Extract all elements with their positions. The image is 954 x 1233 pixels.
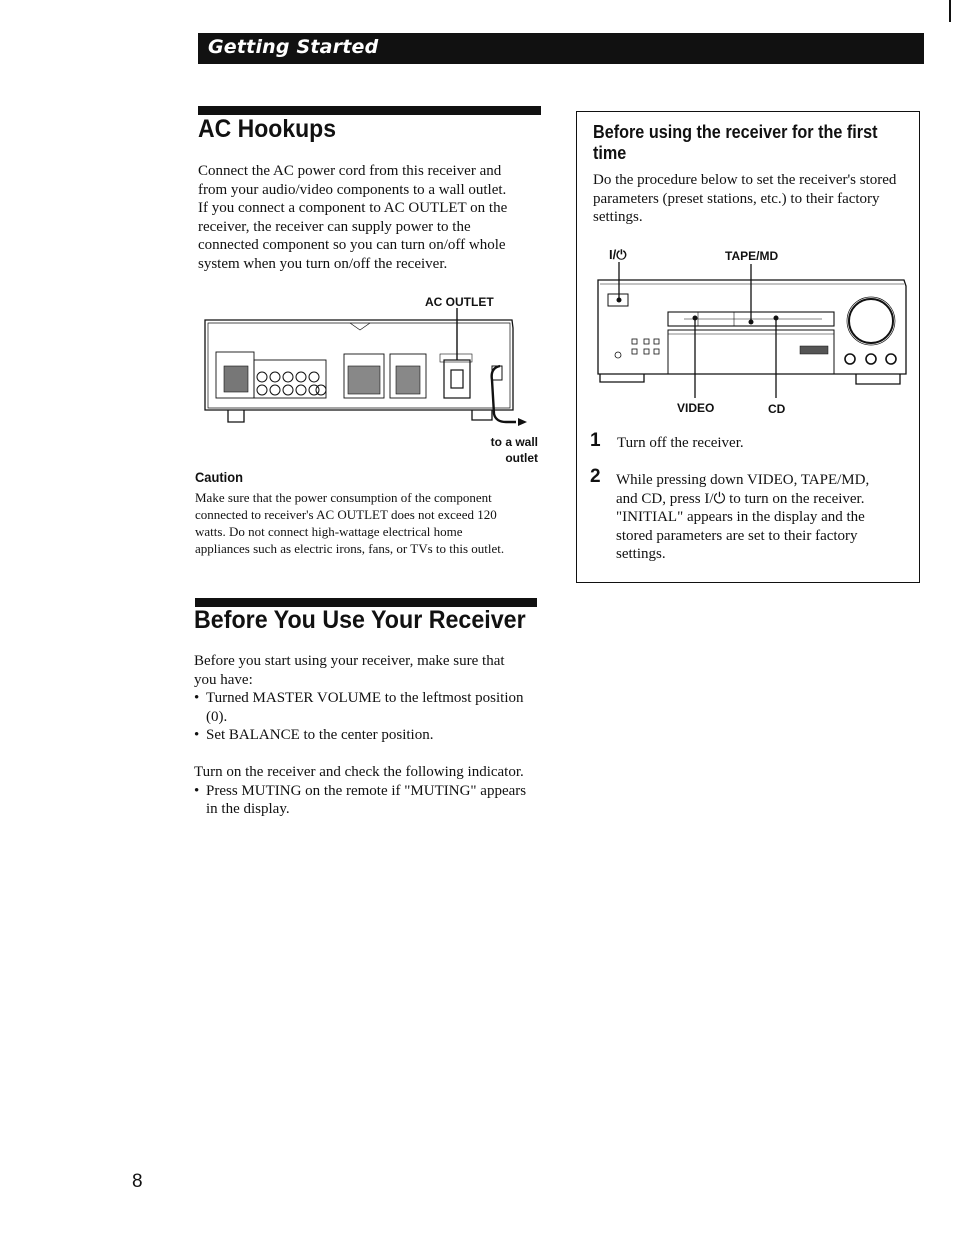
text-line: • Press MUTING on the remote if "MUTING" appears xyxy=(206,782,527,799)
text-line: and CD, press I/⏻ to turn on the receiver. xyxy=(616,490,865,507)
section-title: Getting Started xyxy=(208,36,379,58)
text-line: receiver, the receiver can supply power to the xyxy=(198,218,471,235)
text-line: connected to receiver's AC OUTLET does not exceed 120 xyxy=(195,507,497,522)
label-line: to a wall xyxy=(490,435,538,449)
text-line: Connect the AC power cord from this receiver and xyxy=(198,163,502,179)
text-line: • Turned MASTER VOLUME to the leftmost position xyxy=(206,690,524,707)
list-item xyxy=(194,726,539,745)
page-edge-mark xyxy=(949,0,951,22)
text-line: "INITIAL" appears in the display and the xyxy=(616,509,865,526)
page-number: 8 xyxy=(132,1171,143,1192)
text-line: Make sure that the power consumption of the component xyxy=(195,490,492,505)
before-use-title: Before You Use Your Receiver xyxy=(194,606,526,634)
text-line: in the display. xyxy=(206,801,290,818)
text-line: • Set BALANCE to the center position. xyxy=(206,727,434,744)
step-number: 1 xyxy=(590,430,601,451)
text-line: watts. Do not connect high-wattage electrical home xyxy=(195,524,463,539)
text-line: parameters (preset stations, etc.) to their factory xyxy=(593,190,880,207)
text-line: connected component so you can turn on/off whole xyxy=(198,237,506,254)
step-text xyxy=(617,434,917,453)
step-number: 2 xyxy=(590,466,601,487)
before-use-content xyxy=(194,652,539,819)
list-item xyxy=(194,689,539,726)
text-line: Turn on the receiver and check the following indicator. xyxy=(194,763,524,780)
title-line: time xyxy=(593,143,627,163)
section-header-bar xyxy=(198,33,924,64)
text-line: Before you start using your receiver, make sure that xyxy=(194,653,505,669)
text-line: settings. xyxy=(616,546,666,563)
ac-outlet-label: AC OUTLET xyxy=(425,295,494,309)
ac-hookups-paragraph xyxy=(198,162,543,274)
text-line: Turn off the receiver. xyxy=(617,435,744,451)
heading-rule xyxy=(198,106,541,115)
caution-heading: Caution xyxy=(195,469,243,485)
text-line: from your audio/video components to a wall outlet. xyxy=(198,181,507,198)
text-line: (0). xyxy=(206,708,228,725)
video-label: VIDEO xyxy=(677,401,715,415)
receiver-front-panel-illustration xyxy=(594,262,910,398)
text-line: you have: xyxy=(194,671,253,688)
text-line: appliances such as electric irons, fans, or TVs to this outlet. xyxy=(195,541,505,556)
wall-outlet-label xyxy=(486,434,538,466)
step-text xyxy=(616,471,916,564)
text-line: While pressing down VIDEO, TAPE/MD, xyxy=(616,472,870,488)
title-line: Before using the receiver for the first xyxy=(593,122,878,142)
power-label: I/⏻ xyxy=(609,247,627,262)
label-line: outlet xyxy=(505,451,538,465)
reset-box-intro xyxy=(593,171,918,227)
caution-text xyxy=(195,489,540,557)
text-line: If you connect a component to AC OUTLET on the xyxy=(198,200,508,217)
text-line: system when you turn on/off the receiver. xyxy=(198,255,448,272)
text-line: Do the procedure below to set the receiver's stored xyxy=(593,172,897,188)
ac-hookups-title: AC Hookups xyxy=(198,115,336,143)
tape-md-label: TAPE/MD xyxy=(725,249,779,263)
list-item xyxy=(194,782,539,819)
reset-box-title xyxy=(593,122,899,164)
receiver-rear-panel-illustration xyxy=(200,308,545,432)
text-line: settings. xyxy=(593,209,643,226)
text-line: stored parameters are set to their factory xyxy=(616,527,858,544)
cd-label: CD xyxy=(768,402,786,416)
